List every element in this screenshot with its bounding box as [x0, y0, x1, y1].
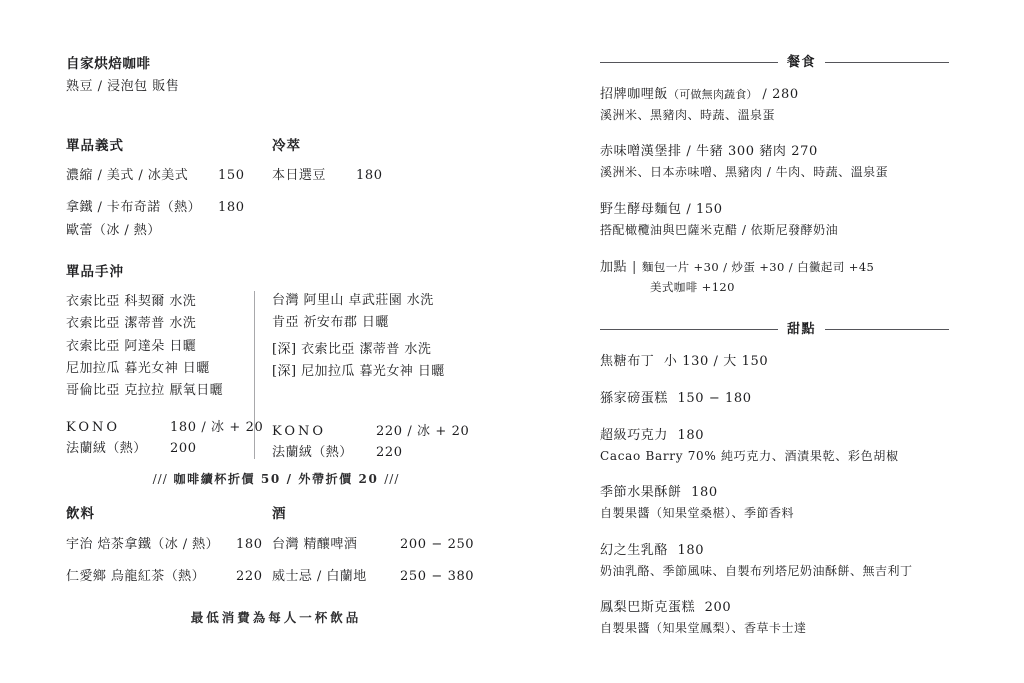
divider-line-left [600, 62, 778, 63]
divider-line-right [825, 62, 949, 63]
food-item [600, 142, 934, 182]
item-name: 台灣 精釀啤酒 [272, 536, 358, 552]
item-price: 小 130 / 大 150 [663, 353, 769, 369]
item-description: 自製果醬（知果堂鳳梨）、香草卡士達 [600, 621, 807, 636]
bean-item: 哥倫比亞 克拉拉 厭氧日曬 [66, 382, 224, 398]
item-name: 濃縮 / 美式 / 冰美式 [66, 168, 189, 184]
bean-item: 肯亞 祈安布郡 日曬 [272, 314, 389, 330]
refill-note-prefix: /// [152, 472, 168, 486]
item-name: 歐蕾（冰 / 熱） [66, 222, 161, 238]
bean-item: 尼加拉瓜 暮光女神 日曬 [66, 360, 210, 376]
item-name: 焦糖布丁 [600, 353, 655, 369]
item-name-line [600, 352, 934, 372]
item-note: （可做無肉蔬食） [668, 88, 758, 101]
item-name: 赤味噌漢堡排 / 牛豬 300 豬肉 270 [600, 144, 818, 160]
item-name-line [600, 541, 934, 561]
dessert-item [600, 426, 934, 466]
divider-line-left [600, 329, 778, 330]
bean-item: 台灣 阿里山 卓武莊園 水洗 [272, 292, 434, 308]
addon-block [600, 257, 934, 297]
menu-row [272, 166, 492, 186]
item-price: 220 [236, 568, 263, 584]
bean-item: [深] 尼加拉瓜 暮光女神 日曬 [272, 364, 445, 380]
item-name: 拿鐵 / 卡布奇諾（熱） [66, 200, 202, 216]
item-description: 自製果醬（知果堂桑椹）、季節香料 [600, 506, 795, 521]
item-name: 仁愛鄉 烏龍紅茶（熱） [66, 568, 206, 584]
bean-item: 衣索比亞 阿達朵 日曬 [66, 338, 197, 354]
coldbrew-section [272, 138, 492, 187]
item-description: Cacao Barry 70% 純巧克力、酒漬果乾、彩色胡椒 [600, 449, 899, 464]
pourover-block [66, 264, 486, 460]
food-item [600, 200, 934, 240]
addon-line-2: 美式咖啡 +120 [650, 280, 735, 295]
shop-subtitle: 熟豆 / 浸泡包 販售 [66, 78, 180, 94]
menu-row [66, 166, 276, 186]
brew-price: 200 [170, 440, 197, 456]
item-price: 180 [677, 542, 705, 558]
brew-row [66, 418, 266, 439]
brew-name: 法蘭絨（熱） [272, 445, 353, 461]
left-column [66, 54, 486, 460]
bean-item: 衣索比亞 潔蒂普 水洗 [66, 316, 197, 332]
item-price: 150 [218, 168, 245, 184]
item-name: 幻之生乳酪 [600, 542, 669, 558]
menu-row [66, 567, 276, 587]
item-name-line [600, 426, 934, 446]
divider-line-right [825, 329, 949, 330]
item-name: 猻家磅蛋糕 [600, 390, 669, 406]
brew-price: 220 / 冰 + 20 [376, 424, 470, 440]
item-name: 威士忌 / 白蘭地 [272, 568, 367, 584]
menu-row [66, 221, 276, 241]
item-price: 180 [236, 536, 263, 552]
item-name: 季節水果酥餅 [600, 485, 682, 501]
liquor-section [272, 506, 502, 587]
dessert-item [600, 352, 934, 372]
coldbrew-title: 冷萃 [272, 137, 301, 154]
item-price: 200 [704, 599, 732, 615]
brew-name: KONO [66, 419, 121, 435]
item-price: 200 − 250 [400, 536, 475, 552]
item-description: 搭配橄欖油與巴薩米克醋 / 依斯尼發酵奶油 [600, 222, 839, 237]
menu-row [272, 567, 502, 587]
drinks-section [66, 506, 276, 587]
item-price: / 280 [762, 87, 799, 102]
right-column [600, 56, 934, 638]
brew-name: 法蘭絨（熱） [66, 440, 147, 456]
bean-item: 衣索比亞 科契爾 水洗 [66, 294, 197, 310]
dessert-item [600, 389, 934, 409]
item-description: 奶油乳酪、季節風味、自製布列塔尼奶油酥餅、無吉利丁 [600, 563, 913, 578]
food-item [600, 85, 934, 125]
item-description: 溪洲米、日本赤味噌、黑豬肉 / 牛肉、時蔬、溫泉蛋 [600, 165, 889, 180]
item-name: 野生酵母麵包 / 150 [600, 201, 723, 217]
item-name: 超級巧克力 [600, 427, 669, 443]
addon-separator: | [632, 259, 637, 275]
item-price: 180 [677, 427, 705, 443]
item-price: 180 [218, 200, 245, 216]
espresso-title: 單品義式 [66, 137, 124, 154]
item-name-line [600, 598, 934, 618]
item-name-line [600, 389, 934, 409]
bean-item: [深] 衣索比亞 潔蒂普 水洗 [272, 342, 432, 357]
dessert-item [600, 483, 934, 523]
refill-note [66, 470, 486, 487]
drinks-title: 飲料 [66, 506, 95, 522]
addon-line-1: 麵包一片 +30 / 炒蛋 +30 / 白黴起司 +45 [641, 259, 875, 274]
menu-row [66, 198, 276, 218]
dessert-divider [600, 323, 934, 336]
refill-note-suffix: /// [384, 472, 400, 486]
brew-name: KONO [272, 424, 327, 440]
dessert-item [600, 598, 934, 638]
item-name: 鳳梨巴斯克蛋糕 [600, 599, 696, 615]
espresso-coldbrew-block [66, 138, 486, 242]
menu-row [272, 535, 502, 555]
item-name: 招牌咖哩飯 [600, 87, 669, 102]
brew-row [66, 439, 266, 460]
item-name-line [600, 483, 934, 503]
item-price: 180 [691, 485, 718, 501]
addon-label: 加點 [600, 259, 628, 275]
dessert-divider-label: 甜點 [787, 321, 817, 337]
pourover-title: 單品手沖 [66, 263, 124, 280]
item-name: 本日選豆 [272, 168, 326, 184]
item-price: 250 − 380 [400, 568, 475, 584]
dessert-item [600, 541, 934, 581]
item-name-line [600, 85, 934, 105]
brew-row [272, 422, 502, 443]
food-divider-label: 餐食 [787, 55, 817, 70]
brew-row [272, 443, 502, 464]
refill-note-text: 咖啡續杯折價 50 / 外帶折價 20 [173, 472, 379, 486]
item-name: 宇治 焙茶拿鐵（冰 / 熱） [66, 536, 220, 552]
pourover-right [272, 264, 502, 464]
item-price: 180 [356, 168, 383, 184]
liquor-title: 酒 [272, 506, 287, 522]
shop-name: 自家烘焙咖啡 [66, 56, 151, 72]
pourover-left [66, 264, 266, 460]
item-description: 溪洲米、黑豬肉、時蔬、溫泉蛋 [600, 108, 776, 123]
menu-row [66, 535, 276, 555]
espresso-section [66, 138, 276, 241]
brew-price: 180 / 冰 + 20 [170, 419, 264, 435]
food-divider [600, 56, 934, 69]
item-price: 150 − 180 [677, 390, 752, 406]
brew-price: 220 [376, 445, 403, 461]
minimum-charge-note: 最低消費為每人一杯飲品 [190, 610, 362, 625]
